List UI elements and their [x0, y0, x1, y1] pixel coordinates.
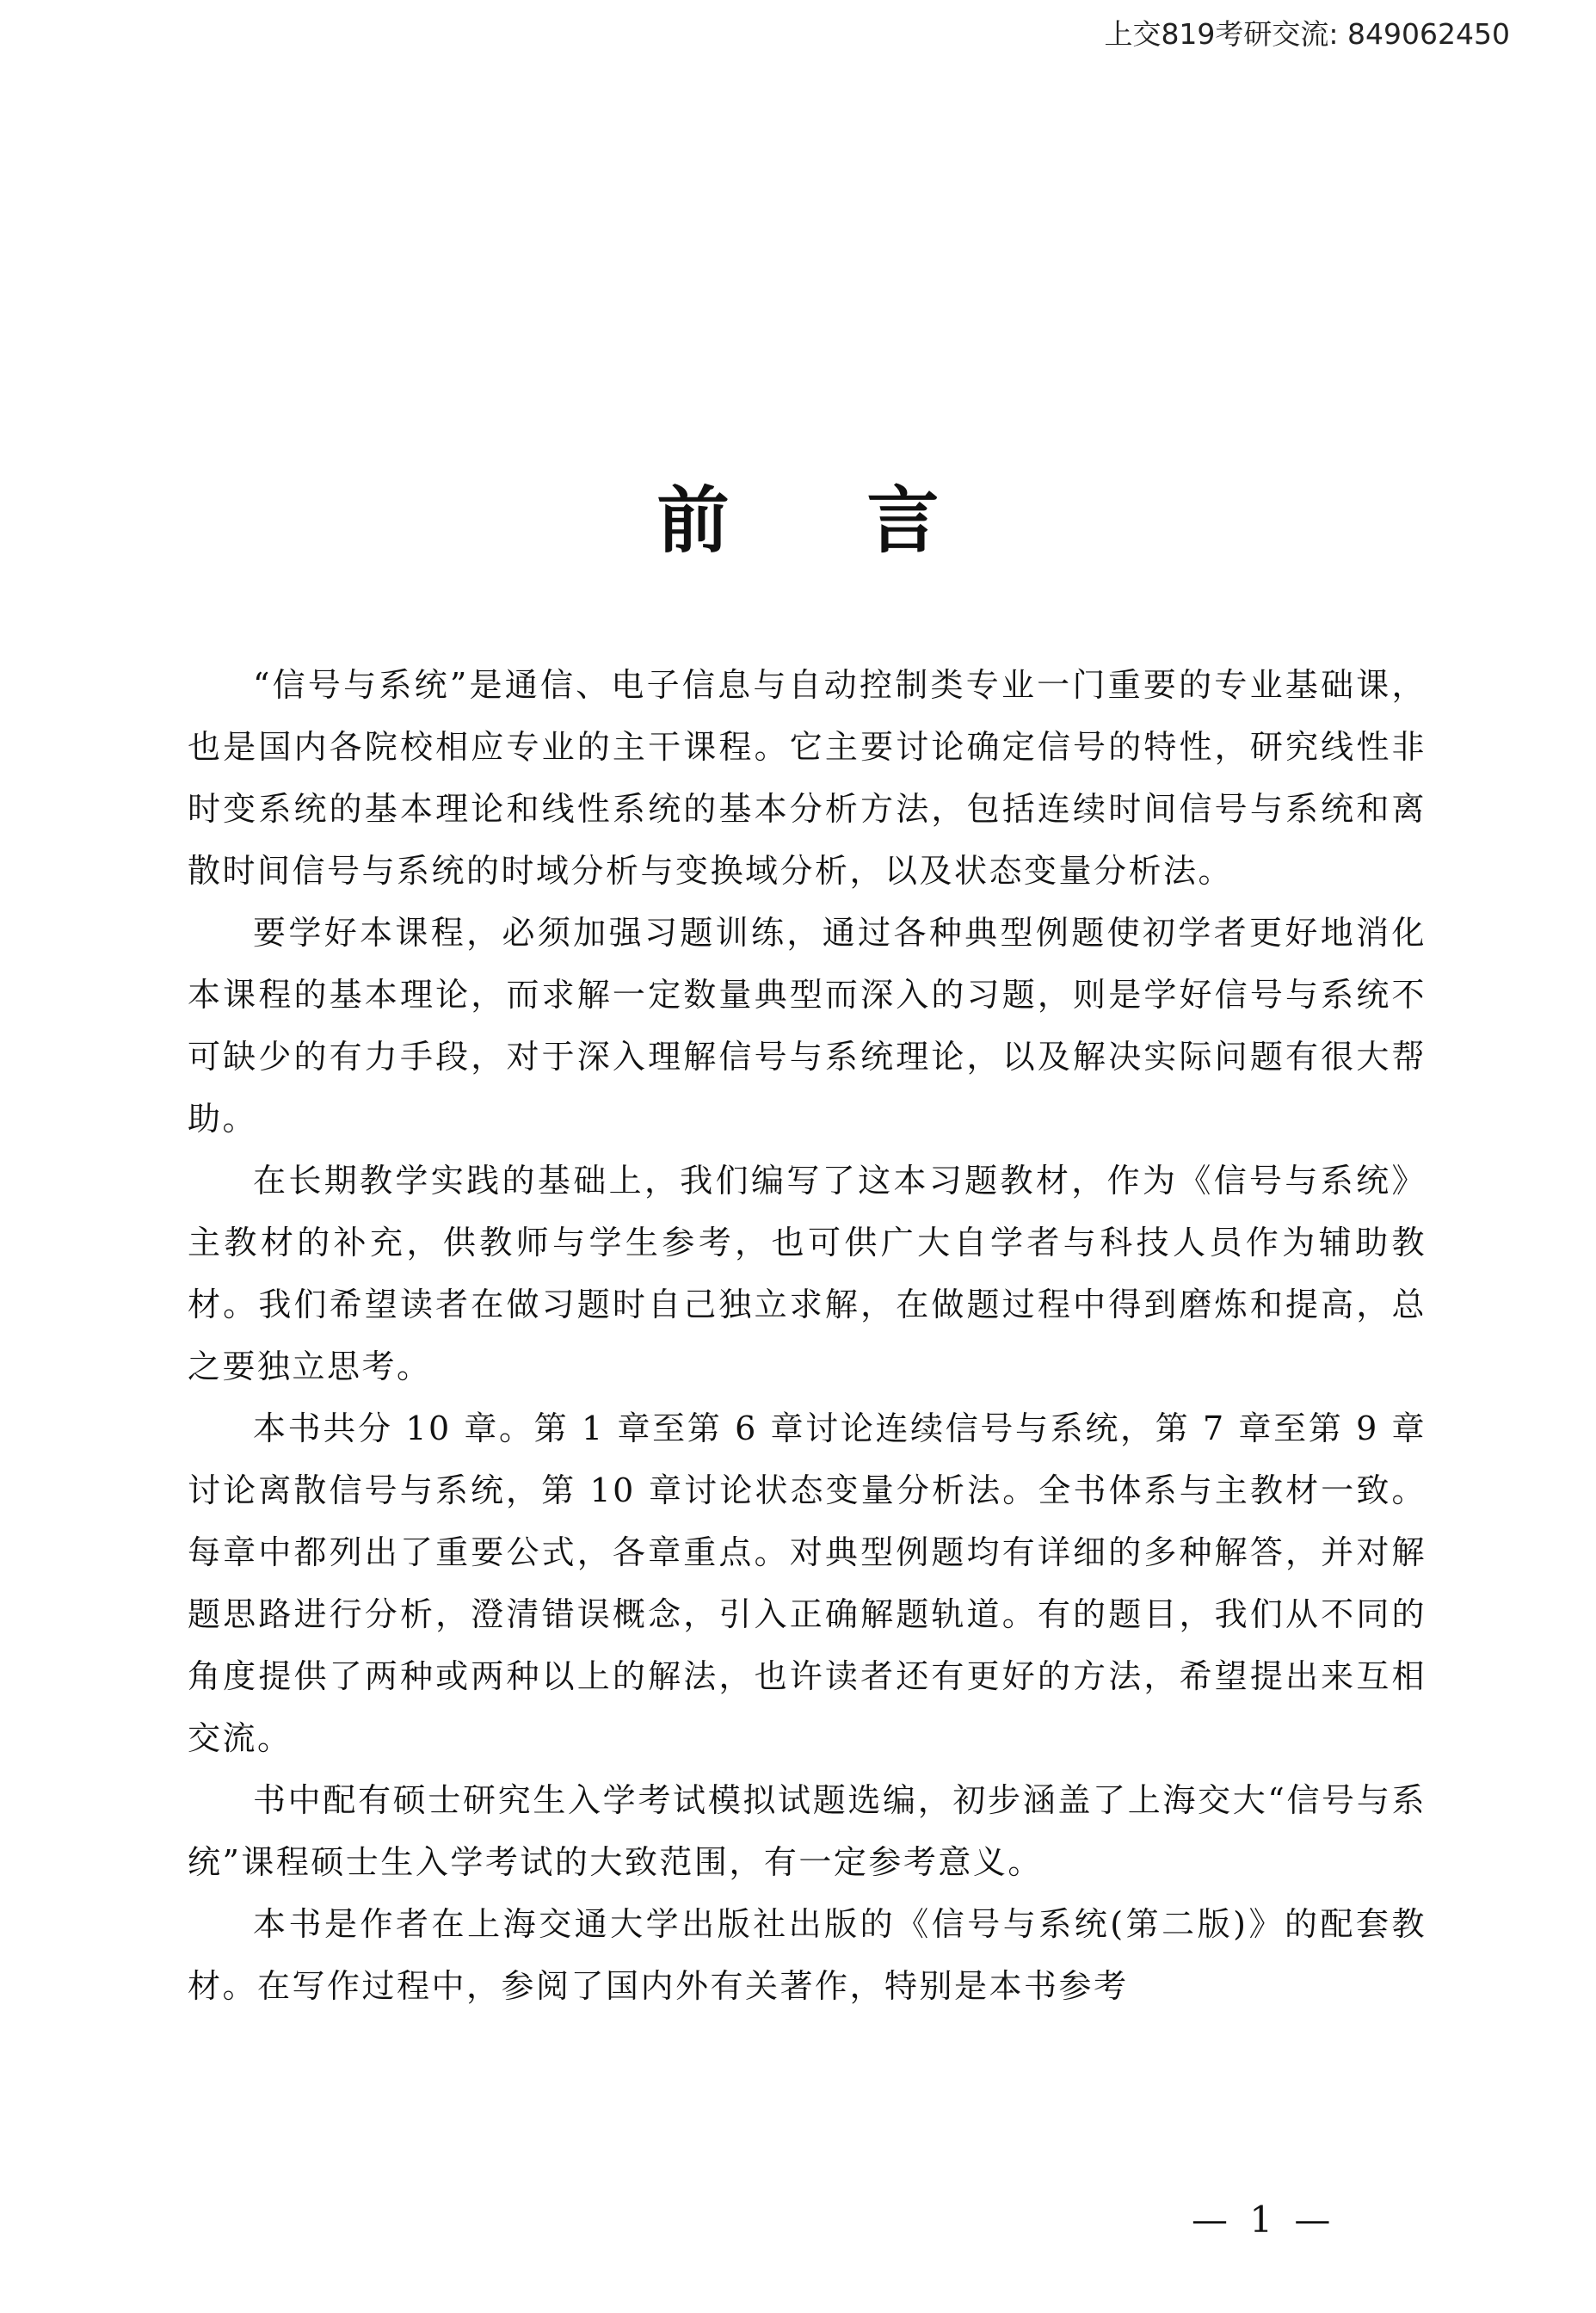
paragraph: 本书共分 10 章。第 1 章至第 6 章讨论连续信号与系统，第 7 章至第 9 章讨论离散信号与系统，第 10 章讨论状态变量分析法。全书体系与主教材一致。每章中都列出了重要公式，各章重点。对典型例题均有详细的多种解答，并对解题思路进行分析，澄清错误概念，引入正确解题轨道。有的题目，我们从不同的角度提供了两种或两种以上的解法，也许读者还有更好的方法，希望提出来互相交流。 — [188, 1409, 1427, 1757]
paragraph: 要学好本课程，必须加强习题训练，通过各种典型例题使初学者更好地消化本课程的基本理论，而求解一定数量典型而深入的习题，则是学好信号与系统不可缺少的有力手段，对于深入理解信号与系统理论，以及解决实际问题有很大帮助。 — [188, 914, 1427, 1138]
body-text — [188, 654, 1427, 2017]
watermark-text: 上交819考研交流: 849062450 — [1104, 17, 1510, 51]
paragraph: “信号与系统”是通信、电子信息与自动控制类专业一门重要的专业基础课，也是国内各院校相应专业的主干课程。它主要讨论确定信号的特性，研究线性非时变系统的基本理论和线性系统的基本分析方法，包括连续时间信号与系统和离散时间信号与系统的时域分析与变换域分析，以及状态变量分析法。 — [188, 666, 1427, 890]
paragraph: 书中配有硕士研究生入学考试模拟试题选编，初步涵盖了上海交大“信号与系统”课程硕士生入学考试的大致范围，有一定参考意义。 — [188, 1781, 1427, 1881]
paragraph: 本书是作者在上海交通大学出版社出版的《信号与系统(第二版)》的配套教材。在写作过程中，参阅了国内外有关著作，特别是本书参考 — [188, 1905, 1427, 2005]
page-number: — 1 — — [1192, 2199, 1336, 2241]
page-title: 前言 — [656, 478, 1077, 563]
paragraph: 在长期教学实践的基础上，我们编写了这本习题教材，作为《信号与系统》主教材的补充，供教师与学生参考，也可供广大自学者与科技人员作为辅助教材。我们希望读者在做习题时自己独立求解，在做题过程中得到磨炼和提高，总之要独立思考。 — [188, 1162, 1427, 1385]
